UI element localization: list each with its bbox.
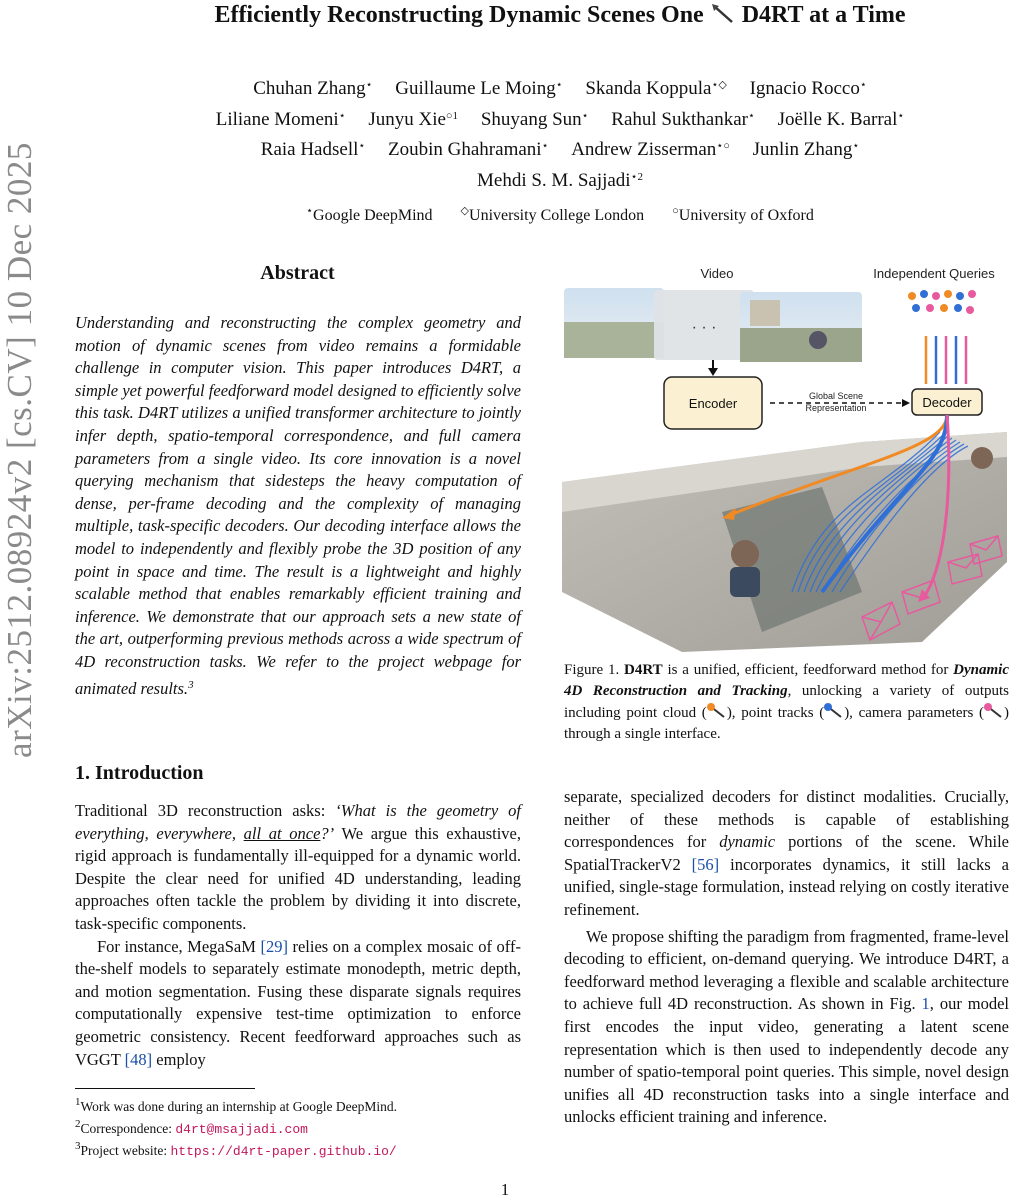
author: Chuhan Zhang⋆ [253,78,373,99]
figure-diagram [562,262,1010,652]
paragraph: Traditional 3D reconstruction asks: ‘What is the geometry of everything, everywhere, all at once?’ We argue this exhaustive, rigid approach is fundamentally ill-equipped for a dynamic world. Despite the clear need for unified 4D understanding, leading approaches often tackle the problem by dividing it into discrete, task-specific components. [75,801,521,933]
affiliations [110,204,1010,225]
author-line [110,133,1010,164]
video-label: Video [700,266,734,281]
decoder-block [912,389,982,415]
author-line [110,72,1010,103]
figure-ref-link[interactable]: 1 [921,994,930,1014]
author: Ignacio Rocco⋆ [749,78,867,99]
orange-dart-icon [707,703,727,719]
representation-label-1: Global Scene [808,391,864,401]
author: Junlin Zhang⋆ [752,139,860,160]
footnotes [75,1094,521,1161]
author: Rahul Sukthankar⋆ [611,108,755,130]
caption-expansion: Dynamic 4D Reconstruction and Tracking [564,662,1009,700]
intro-right-column [564,786,1009,1129]
encoder-label: Encoder [688,396,738,411]
abstract-heading: Abstract [260,262,335,284]
author: Skanda Koppula⋆◇ [585,78,727,99]
author: Shuyang Sun⋆ [480,108,589,130]
affiliation: ◇University College London [460,205,645,224]
caption-bold: D4RT [624,662,663,678]
paragraph: We propose shifting the paradigm from fragmented, frame-level decoding to efficient, on-demand querying. We introduce D4RT, a feedforward method leveraging a flexible and scalable architecture to achieve full 4D reconstruction. As shown in Fig. 1, our model first encodes the input video, generating a latent scene representation which is then used to independently decode any number of spatio-temporal point queries. This simple, novel design unifies all 4D reconstruction tasks into a single interface and unlocks efficient training and inference. [564,926,1009,1127]
footnote: $^2$Correspondence: d4rt@msajjadi.com [75,1117,308,1137]
paper-title [120,2,1000,29]
author-line [110,164,1010,195]
author: Mehdi S. M. Sajjadi$^{⋆2}$ [477,169,643,191]
page-number: 1 [500,1180,510,1199]
dart-icon [710,3,736,25]
representation-label-2: Representation [805,403,867,413]
affiliation: ○University of Oxford [672,205,814,224]
title-suffix: D4RT at a Time [741,2,906,28]
citation-link[interactable]: [48] [124,1049,153,1069]
pink-dart-icon [984,703,1004,719]
citation-link[interactable]: [56] [691,854,720,874]
footnote-marker[interactable]: 3 [188,678,194,691]
intro-left-column [75,800,521,1071]
footnote: $^1$Work was done during an internship at Google DeepMind. [75,1096,397,1114]
blue-dart-icon [824,703,844,719]
author: Joëlle K. Barral⋆ [777,108,905,130]
title-prefix: Efficiently Reconstructing Dynamic Scenes One [214,2,704,28]
citation-link[interactable]: [29] [260,936,288,956]
arxiv-identifier: arXiv:2512.08924v2 [cs.CV] 10 Dec 2025 [0,142,39,758]
queries-label: Independent Queries [873,266,995,281]
paragraph: For instance, MegaSaM [29] relies on a complex mosaic of off-the-shelf models to separately estimate monodepth, metric depth, and motion segmentation. Fusing these disparate signals requires computationally expensive test-time optimization to enforce geometric consistency. Recent feedforward approaches such as VGGT [48] employ [75,936,521,1069]
encoder-block [664,377,762,429]
footnote-rule [75,1088,255,1089]
author: Zoubin Ghahramani⋆ [388,139,549,160]
paragraph: separate, specialized decoders for distinct modalities. Crucially, neither of these methods is capable of establishing correspondences for dynamic portions of the scene. While SpatialTrackerV2 [56] incorporates dynamics, it still lacks a unified, single-stage formulation, instead relying on costly iterative refinement. [564,787,1009,919]
video-frames [564,288,862,362]
email-link[interactable]: d4rt@msajjadi.com [175,1121,308,1137]
author: Liliane Momeni⋆ [215,108,346,130]
author-line [110,103,1010,134]
author: Guillaume Le Moing⋆ [395,78,563,99]
caption-label: Figure 1. [564,662,620,678]
query-darts [908,290,976,384]
decoder-label: Decoder [922,395,972,410]
author: Andrew Zisserman⋆○ [571,139,730,160]
author-list [110,72,1010,194]
abstract-body: Understanding and reconstructing the complex geometry and motion of dynamic scenes from video remains a formidable challenge in computer vision. This paper introduces D4RT, a simple yet powerful feedforward model designed to efficiently solve this task. D4RT utilizes a unified transformer architecture to jointly infer depth, spatio-temporal correspondence, and full camera parameters from a single video. Its core innovation is a novel querying mechanism that sidesteps the heavy computation of dense, per-frame decoding and the complexity of managing multiple, task-specific decoders. Our decoding interface allows the model to independently and flexibly probe the 3D position of any point in space and time. The result is a lightweight and highly scalable method that enables remarkably efficient training and inference. We demonstrate that our approach sets a new state of the art, outperforming previous methods across a wide spectrum of 4D reconstruction tasks. We refer to the project webpage for animated results.$^3$ [75,313,521,698]
figure-caption: Figure 1. D4RT is a unified, efficient, feedforward method for Dynamic 4D Reconstruction and Tracking, unlocking a variety of outputs including point cloud ( ), point tracks ( ), camera parameters ( ) through a single interface. [564,662,1010,742]
section-heading: 1. Introduction [75,762,204,784]
project-url-link[interactable]: https://d4rt-paper.github.io/ [170,1144,397,1159]
author: Junyu Xie$^{○1}$ [368,108,459,130]
affiliation: ⋆Google DeepMind [306,205,433,224]
author: Raia Hadsell⋆ [260,139,366,160]
footnote: $^3$Project website: https://d4rt-paper.github.io/ [75,1140,397,1159]
frames-ellipsis: · · · [691,319,717,336]
figure-1 [562,262,1010,652]
